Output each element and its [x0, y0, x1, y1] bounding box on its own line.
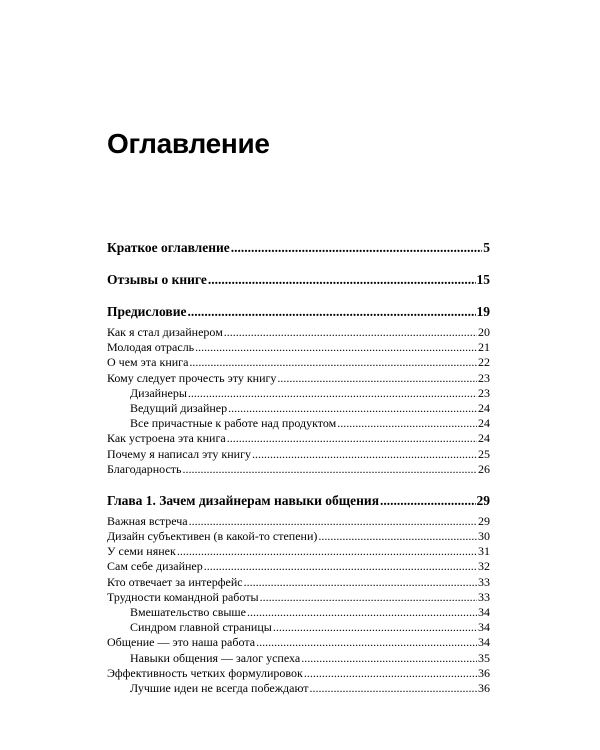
toc-entry[interactable] [107, 575, 490, 590]
dot-leader [318, 529, 477, 544]
toc-page-number: 23 [478, 370, 490, 385]
toc-label: Общение — это наша работа [107, 635, 256, 650]
toc-page-number: 5 [483, 240, 490, 255]
toc-page-number: 32 [478, 559, 490, 574]
toc-page-number: 15 [476, 272, 490, 287]
dot-leader [273, 620, 477, 635]
dot-leader [256, 635, 477, 650]
toc-label: Ведущий дизайнер [130, 400, 228, 415]
dot-leader [301, 651, 477, 666]
dot-leader [310, 681, 477, 696]
toc-subentry[interactable] [107, 416, 490, 431]
toc-page-number: 19 [476, 304, 490, 319]
toc-label: У семи нянек [107, 544, 176, 559]
dot-leader [187, 304, 475, 320]
dot-leader [188, 386, 477, 401]
dot-leader [228, 401, 477, 416]
toc-page-number: 25 [478, 446, 490, 461]
toc-subentry[interactable] [107, 401, 490, 416]
toc-page-number: 33 [478, 589, 490, 604]
dot-leader [380, 493, 475, 509]
toc-entry[interactable] [107, 325, 490, 340]
toc-label: Навыки общения — залог успеха [130, 650, 301, 665]
toc-label: Глава 1. Зачем дизайнерам навыки общения [107, 492, 380, 508]
toc-label: Дизайн субъективен (в какой-то степени) [107, 529, 318, 544]
toc-label: Синдром главной страницы [130, 620, 272, 635]
toc-label: Почему я написал эту книгу [107, 446, 251, 461]
dot-leader [337, 416, 477, 431]
toc-entry[interactable] [107, 447, 490, 462]
toc-entry[interactable] [107, 559, 490, 574]
table-of-contents [107, 240, 490, 696]
toc-page-number: 29 [476, 492, 490, 508]
toc-label: Важная встреча [107, 513, 188, 528]
dot-leader [304, 666, 477, 681]
toc-entry[interactable] [107, 514, 490, 529]
toc-label: Кому следует прочесть эту книгу [107, 370, 277, 385]
toc-entry-preface[interactable] [107, 304, 490, 320]
toc-subentry[interactable] [107, 681, 490, 696]
toc-entry-brief-contents[interactable] [107, 240, 490, 256]
toc-entry-chapter-1[interactable] [107, 493, 490, 509]
toc-label: Трудности командной работы [107, 589, 259, 604]
toc-page-number: 24 [478, 400, 490, 415]
toc-page-number: 24 [478, 416, 490, 431]
toc-page-number: 35 [478, 650, 490, 665]
toc-label: Все причастные к работе над продуктом [130, 416, 337, 431]
toc-entry[interactable] [107, 371, 490, 386]
dot-leader [252, 447, 477, 462]
toc-page-number: 20 [478, 325, 490, 339]
toc-label: Кто отвечает за интерфейс [107, 574, 243, 589]
toc-page-number: 24 [478, 431, 490, 446]
toc-subentry[interactable] [107, 620, 490, 635]
dot-leader [189, 514, 477, 529]
toc-label: Молодая отрасль [107, 340, 195, 355]
toc-page-number: 21 [478, 340, 490, 355]
toc-page-number: 34 [478, 605, 490, 619]
toc-page-number: 23 [478, 385, 490, 400]
toc-subentry[interactable] [107, 651, 490, 666]
toc-page-number: 30 [478, 529, 490, 544]
toc-label: Вмешательство свыше [130, 605, 246, 619]
toc-label: Как я стал дизайнером [107, 325, 223, 339]
dot-leader [183, 462, 477, 477]
dot-leader [189, 355, 477, 370]
toc-label: Лучшие идеи не всегда побеждают [130, 680, 309, 695]
toc-entry[interactable] [107, 340, 490, 355]
toc-label: Эффективность четких формулировок [107, 665, 303, 680]
dot-leader [177, 544, 477, 559]
toc-subentry[interactable] [107, 605, 490, 620]
toc-label: Сам себе дизайнер [107, 559, 203, 574]
toc-label: Краткое оглавление [107, 240, 230, 255]
toc-entry[interactable] [107, 666, 490, 681]
toc-page-number: 36 [478, 665, 490, 680]
dot-leader [244, 575, 477, 590]
toc-page-number: 34 [478, 635, 490, 650]
toc-entry-reviews[interactable] [107, 272, 490, 288]
dot-leader [208, 272, 476, 288]
toc-page-number: 36 [478, 680, 490, 695]
dot-leader [204, 559, 477, 574]
dot-leader [224, 325, 477, 340]
dot-leader [195, 340, 477, 355]
dot-leader [260, 590, 477, 605]
dot-leader [247, 605, 477, 620]
toc-entry[interactable] [107, 590, 490, 605]
toc-entry[interactable] [107, 462, 490, 477]
toc-entry[interactable] [107, 544, 490, 559]
page-title: Оглавление [107, 128, 270, 159]
toc-entry[interactable] [107, 431, 490, 446]
toc-entry[interactable] [107, 529, 490, 544]
toc-label: Дизайнеры [130, 385, 187, 400]
toc-label: Благодарность [107, 461, 182, 476]
toc-subentry[interactable] [107, 386, 490, 401]
toc-page-number: 29 [478, 513, 490, 528]
toc-page-number: 22 [478, 355, 490, 370]
dot-leader [227, 431, 477, 446]
dot-leader [277, 371, 477, 386]
toc-page-number: 34 [478, 620, 490, 635]
toc-label: О чем эта книга [107, 355, 189, 370]
toc-label: Как устроена эта книга [107, 431, 226, 446]
toc-entry[interactable] [107, 635, 490, 650]
toc-label: Предисловие [107, 304, 187, 319]
toc-entry[interactable] [107, 355, 490, 370]
dot-leader [231, 240, 482, 256]
toc-label: Отзывы о книге [107, 272, 207, 287]
toc-page-number: 26 [478, 461, 490, 476]
toc-page-number: 33 [478, 574, 490, 589]
toc-page-number: 31 [478, 544, 490, 559]
